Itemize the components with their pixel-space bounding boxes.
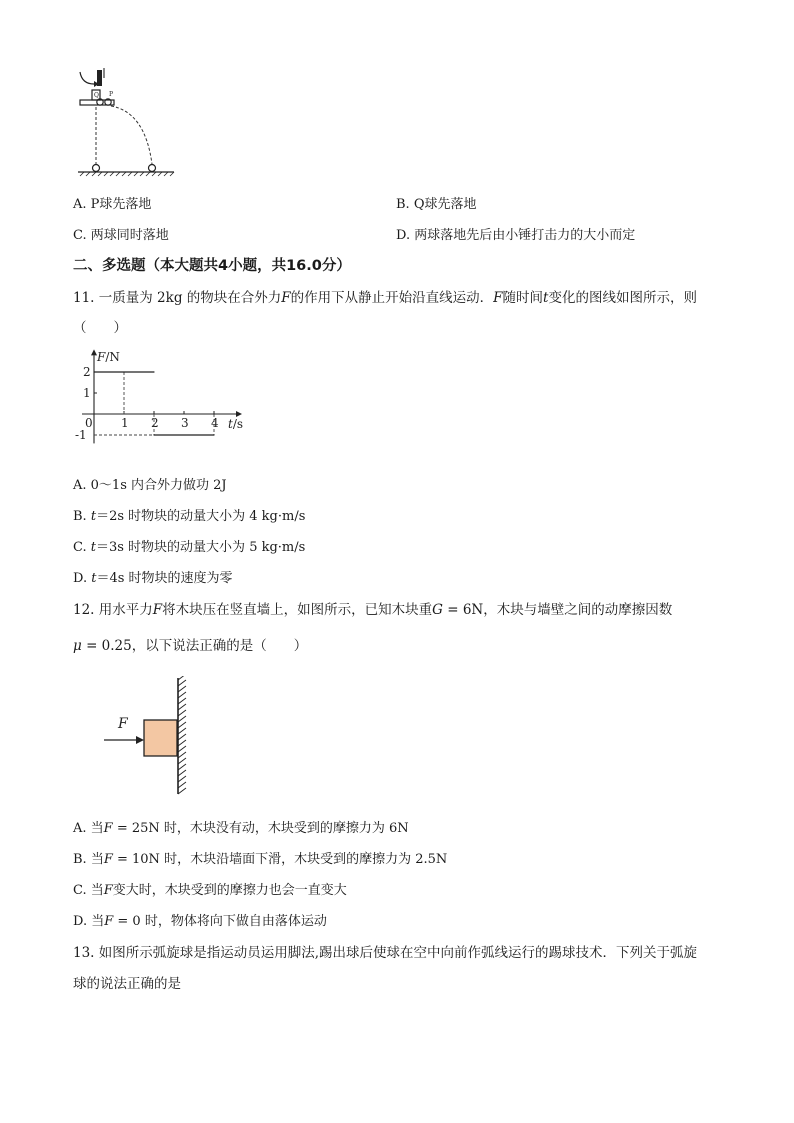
q12-option-b: B. 当F = 10N 时，木块沿墙面下滑，木块受到的摩擦力为 2.5N [73, 852, 448, 867]
y-tick-label: 2 [83, 365, 91, 379]
q11-paren: （ ） [73, 320, 127, 336]
q11-stem [73, 286, 697, 306]
x-tick-label: 4 [211, 416, 219, 430]
q11-var-t: t [543, 290, 549, 306]
series-point [213, 413, 214, 414]
q11-ticks [75, 365, 219, 442]
series-point [93, 371, 94, 372]
label-p: P [109, 91, 114, 98]
q12-stem: 12. 用水平力F将木块压在竖直墙上，如图所示，已知木块重G = 6N，木块与墙壁之间的动摩擦因数 [73, 602, 673, 618]
series-point [153, 371, 154, 372]
x-tick-label: 1 [121, 416, 129, 430]
q12-option-c: C. 当F变大时，木块受到的摩擦力也会一直变大 [73, 883, 347, 898]
wall-hatch [178, 676, 186, 794]
q12-force-label: F [118, 716, 128, 732]
q13-line2: 球的说法正确的是 [73, 976, 181, 992]
q12-figure [96, 676, 206, 798]
q13-line1: 13. 如图所示弧旋球是指运动员运用脚法,踢出球后使球在空中向前作弧线运行的踢球技术．下列关于弧旋 [73, 945, 698, 961]
q11-option-d: D. t＝4s 时物块的速度为零 [73, 571, 233, 586]
q11-var-f: F [281, 290, 291, 306]
q10-option-c: C. 两球同时落地 [73, 228, 169, 243]
q11-stem-a: 11. 一质量为 2kg 的物块在合外力 [73, 290, 282, 306]
q11-option-a: A. 0～1s 内合外力做功 2J [73, 478, 227, 493]
q11-option-b: B. t＝2s 时物块的动量大小为 4 kg·m/s [73, 509, 306, 524]
q11-xlabel: t/s [228, 417, 244, 431]
q11-option-c: C. t＝3s 时物块的动量大小为 5 kg·m/s [73, 540, 306, 555]
series-point [153, 434, 154, 435]
x-tick-label: 2 [151, 416, 159, 430]
q10-option-a: A. P球先落地 [73, 197, 152, 212]
q11-series [93, 371, 214, 435]
q10-option-b: B. Q球先落地 [396, 197, 477, 212]
x-tick-label: 3 [181, 416, 189, 430]
y-tick-label: 1 [83, 386, 91, 400]
wood-block [144, 720, 177, 756]
section-title: 二、多选题（本大题共4小题，共16.0分） [73, 258, 351, 274]
q11-stem-b: 的作用下从静止开始沿直线运动． [290, 290, 494, 306]
label-q: Q [94, 92, 99, 99]
q11-ylabel: F/N [97, 350, 120, 364]
q11-var-f2: F [493, 290, 503, 306]
q12-option-d: D. 当F = 0 时，物体将向下做自由落体运动 [73, 914, 327, 929]
q12-stem-line2: μ = 0.25，以下说法正确的是（ ） [73, 638, 308, 654]
q11-stem-c: 随时间 [502, 290, 544, 306]
q10-figure [70, 62, 180, 182]
q10-option-d: D. 两球落地先后由小锤打击力的大小而定 [396, 228, 636, 243]
x-tick-label: 0 [85, 416, 93, 430]
series-point [213, 434, 214, 435]
q11-chart [72, 345, 252, 445]
q11-stem-d: 变化的图线如图所示，则 [548, 290, 697, 306]
y-tick-label: -1 [75, 428, 87, 442]
q12-option-a: A. 当F = 25N 时，木块没有动，木块受到的摩擦力为 6N [73, 821, 409, 836]
